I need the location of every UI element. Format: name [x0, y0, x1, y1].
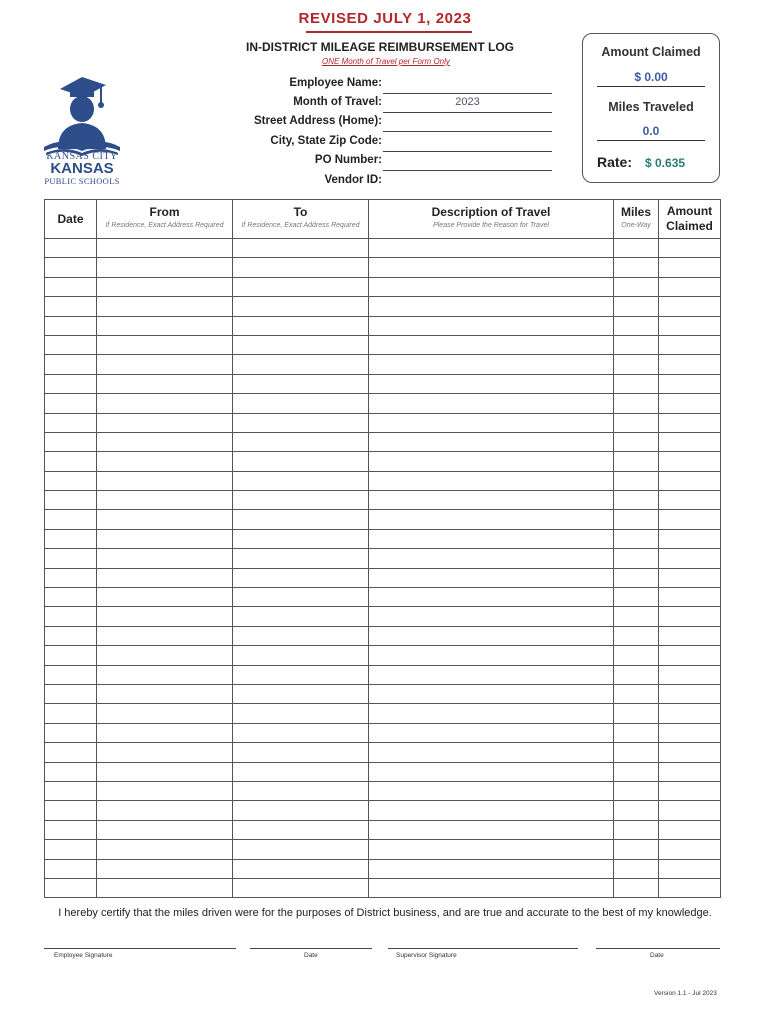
description-cell[interactable] — [369, 723, 614, 742]
date-cell[interactable] — [45, 801, 97, 820]
table-row — [45, 374, 721, 393]
from-cell[interactable] — [97, 859, 233, 878]
date-cell[interactable] — [45, 626, 97, 645]
from-cell[interactable] — [97, 258, 233, 277]
table-row — [45, 781, 721, 800]
amount-cell — [659, 588, 721, 607]
table-row — [45, 316, 721, 335]
table-header-row — [45, 200, 721, 239]
amount-cell — [659, 762, 721, 781]
description-cell[interactable] — [369, 491, 614, 510]
column-from-label: From — [149, 205, 180, 219]
date-cell[interactable] — [45, 529, 97, 548]
to-cell[interactable] — [233, 297, 369, 316]
logo-text-schools: PUBLIC SCHOOLS — [44, 176, 120, 186]
to-cell[interactable] — [233, 646, 369, 665]
table-body — [45, 239, 721, 898]
to-cell[interactable] — [233, 316, 369, 335]
date-cell[interactable] — [45, 704, 97, 723]
description-cell[interactable] — [369, 704, 614, 723]
miles-cell[interactable] — [614, 413, 659, 432]
column-from-hint: If Residence, Exact Address Required — [105, 222, 224, 229]
table-row — [45, 549, 721, 568]
from-cell[interactable] — [97, 432, 233, 451]
description-cell[interactable] — [369, 413, 614, 432]
date-cell[interactable] — [45, 510, 97, 529]
city-state-zip-underline — [383, 151, 552, 152]
from-cell[interactable] — [97, 529, 233, 548]
from-cell[interactable] — [97, 239, 233, 258]
amount-cell — [659, 626, 721, 645]
logo-text-kansas: KANSAS — [50, 160, 114, 177]
from-cell[interactable] — [97, 626, 233, 645]
to-cell[interactable] — [233, 394, 369, 413]
to-cell[interactable] — [233, 277, 369, 296]
from-cell[interactable] — [97, 801, 233, 820]
date-cell[interactable] — [45, 568, 97, 587]
miles-cell[interactable] — [614, 743, 659, 762]
miles-cell[interactable] — [614, 258, 659, 277]
from-cell[interactable] — [97, 316, 233, 335]
miles-traveled-underline — [597, 140, 705, 141]
revised-underline — [306, 31, 472, 33]
table-row — [45, 510, 721, 529]
description-cell[interactable] — [369, 840, 614, 859]
from-cell[interactable] — [97, 840, 233, 859]
description-cell[interactable] — [369, 335, 614, 354]
rate-value: $ 0.635 — [645, 156, 686, 170]
miles-cell[interactable] — [614, 355, 659, 374]
description-cell[interactable] — [369, 743, 614, 762]
amount-cell — [659, 471, 721, 490]
to-cell[interactable] — [233, 510, 369, 529]
to-cell[interactable] — [233, 820, 369, 839]
description-cell[interactable] — [369, 374, 614, 393]
date-cell[interactable] — [45, 665, 97, 684]
date-cell[interactable] — [45, 277, 97, 296]
miles-cell[interactable] — [614, 335, 659, 354]
amount-claimed-underline — [597, 86, 705, 87]
miles-cell[interactable] — [614, 529, 659, 548]
date-cell[interactable] — [45, 840, 97, 859]
amount-cell — [659, 394, 721, 413]
employee-signature-label: Employee Signature — [54, 952, 113, 959]
miles-traveled-total: 0.0 — [642, 124, 660, 138]
date-cell[interactable] — [45, 316, 97, 335]
miles-cell[interactable] — [614, 588, 659, 607]
table-row — [45, 801, 721, 820]
table-row — [45, 394, 721, 413]
description-cell[interactable] — [369, 432, 614, 451]
miles-cell[interactable] — [614, 704, 659, 723]
po-number-label: PO Number: — [314, 154, 382, 166]
from-cell[interactable] — [97, 665, 233, 684]
from-cell[interactable] — [97, 646, 233, 665]
miles-cell[interactable] — [614, 607, 659, 626]
description-cell[interactable] — [369, 801, 614, 820]
description-cell[interactable] — [369, 859, 614, 878]
to-cell[interactable] — [233, 859, 369, 878]
column-header-miles — [614, 200, 659, 239]
column-description-label: Description of Travel — [431, 205, 551, 219]
miles-cell[interactable] — [614, 374, 659, 393]
from-cell[interactable] — [97, 781, 233, 800]
from-cell[interactable] — [97, 762, 233, 781]
amount-cell — [659, 258, 721, 277]
miles-cell[interactable] — [614, 297, 659, 316]
column-miles-label: Miles — [620, 205, 651, 219]
to-cell[interactable] — [233, 704, 369, 723]
date-cell[interactable] — [45, 684, 97, 703]
miles-cell[interactable] — [614, 684, 659, 703]
date-cell[interactable] — [45, 335, 97, 354]
miles-cell[interactable] — [614, 510, 659, 529]
description-cell[interactable] — [369, 549, 614, 568]
miles-cell[interactable] — [614, 277, 659, 296]
description-cell[interactable] — [369, 762, 614, 781]
description-cell[interactable] — [369, 471, 614, 490]
column-description-hint: Please Provide the Reason for Travel — [433, 222, 549, 229]
date-cell[interactable] — [45, 878, 97, 897]
month-of-travel-label: Month of Travel: — [293, 96, 382, 108]
version-label: Version 1.1 - Jul 2023 — [654, 990, 717, 997]
table-row — [45, 762, 721, 781]
date-cell[interactable] — [45, 239, 97, 258]
amount-cell — [659, 316, 721, 335]
from-cell[interactable] — [97, 413, 233, 432]
to-cell[interactable] — [233, 374, 369, 393]
employee-name-underline — [383, 93, 552, 94]
table-row — [45, 413, 721, 432]
description-cell[interactable] — [369, 646, 614, 665]
date-cell[interactable] — [45, 491, 97, 510]
description-cell[interactable] — [369, 781, 614, 800]
description-cell[interactable] — [369, 665, 614, 684]
date-cell[interactable] — [45, 762, 97, 781]
amount-cell — [659, 549, 721, 568]
table-row — [45, 588, 721, 607]
date-cell[interactable] — [45, 743, 97, 762]
street-address-underline — [383, 131, 552, 132]
miles-cell[interactable] — [614, 568, 659, 587]
column-header-from — [97, 200, 233, 239]
from-cell[interactable] — [97, 549, 233, 568]
to-cell[interactable] — [233, 471, 369, 490]
miles-cell[interactable] — [614, 316, 659, 335]
date-cell[interactable] — [45, 646, 97, 665]
to-cell[interactable] — [233, 529, 369, 548]
description-cell[interactable] — [369, 355, 614, 374]
miles-cell[interactable] — [614, 471, 659, 490]
po-number-underline — [383, 170, 552, 171]
miles-cell[interactable] — [614, 452, 659, 471]
from-cell[interactable] — [97, 723, 233, 742]
supervisor-date-label: Date — [650, 952, 664, 959]
miles-cell[interactable] — [614, 626, 659, 645]
form-title: IN-DISTRICT MILEAGE REIMBURSEMENT LOG — [246, 40, 514, 54]
description-cell[interactable] — [369, 878, 614, 897]
supervisor-signature-line[interactable] — [388, 948, 578, 949]
date-cell[interactable] — [45, 549, 97, 568]
amount-cell — [659, 452, 721, 471]
table-row — [45, 568, 721, 587]
miles-cell[interactable] — [614, 646, 659, 665]
from-cell[interactable] — [97, 394, 233, 413]
amount-cell — [659, 335, 721, 354]
column-header-date — [45, 200, 97, 239]
description-cell[interactable] — [369, 394, 614, 413]
street-address-label: Street Address (Home): — [253, 115, 382, 127]
amount-cell — [659, 723, 721, 742]
amount-cell — [659, 297, 721, 316]
from-cell[interactable] — [97, 355, 233, 374]
miles-traveled-heading: Miles Traveled — [608, 100, 694, 114]
month-of-travel-field[interactable]: 2023 — [455, 96, 480, 108]
date-cell[interactable] — [45, 820, 97, 839]
date-cell[interactable] — [45, 394, 97, 413]
table-row — [45, 840, 721, 859]
miles-cell[interactable] — [614, 665, 659, 684]
table-row — [45, 743, 721, 762]
to-cell[interactable] — [233, 878, 369, 897]
from-cell[interactable] — [97, 684, 233, 703]
to-cell[interactable] — [233, 335, 369, 354]
column-date-label: Date — [57, 212, 84, 226]
employee-signature-line[interactable] — [44, 948, 236, 949]
month-of-travel-underline — [383, 112, 552, 113]
date-cell[interactable] — [45, 297, 97, 316]
amount-cell — [659, 801, 721, 820]
from-cell[interactable] — [97, 588, 233, 607]
miles-cell[interactable] — [614, 840, 659, 859]
amount-cell — [659, 840, 721, 859]
miles-cell[interactable] — [614, 239, 659, 258]
to-cell[interactable] — [233, 840, 369, 859]
table-row — [45, 607, 721, 626]
to-cell[interactable] — [233, 723, 369, 742]
amount-cell — [659, 646, 721, 665]
date-cell[interactable] — [45, 723, 97, 742]
amount-cell — [659, 607, 721, 626]
from-cell[interactable] — [97, 297, 233, 316]
employee-name-label: Employee Name: — [289, 77, 382, 89]
amount-cell — [659, 277, 721, 296]
amount-cell — [659, 859, 721, 878]
to-cell[interactable] — [233, 568, 369, 587]
table-row — [45, 704, 721, 723]
form-subtitle: ONE Month of Travel per Form Only — [322, 57, 450, 66]
to-cell[interactable] — [233, 607, 369, 626]
to-cell[interactable] — [233, 258, 369, 277]
from-cell[interactable] — [97, 820, 233, 839]
description-cell[interactable] — [369, 820, 614, 839]
table-row — [45, 684, 721, 703]
description-cell[interactable] — [369, 452, 614, 471]
from-cell[interactable] — [97, 335, 233, 354]
table-row — [45, 239, 721, 258]
mileage-log-table — [44, 199, 721, 898]
amount-claimed-total: $ 0.00 — [634, 70, 668, 84]
amount-cell — [659, 665, 721, 684]
table-row — [45, 878, 721, 897]
column-header-description — [369, 200, 614, 239]
amount-cell — [659, 743, 721, 762]
description-cell[interactable] — [369, 626, 614, 645]
date-cell[interactable] — [45, 781, 97, 800]
to-cell[interactable] — [233, 801, 369, 820]
miles-cell[interactable] — [614, 781, 659, 800]
summary-box — [582, 33, 720, 183]
date-cell[interactable] — [45, 413, 97, 432]
from-cell[interactable] — [97, 568, 233, 587]
amount-cell — [659, 355, 721, 374]
amount-cell — [659, 568, 721, 587]
amount-cell — [659, 413, 721, 432]
amount-cell — [659, 684, 721, 703]
table-row — [45, 859, 721, 878]
description-cell[interactable] — [369, 588, 614, 607]
from-cell[interactable] — [97, 471, 233, 490]
to-cell[interactable] — [233, 239, 369, 258]
supervisor-signature-label: Supervisor Signature — [396, 952, 457, 959]
employee-date-line[interactable] — [250, 948, 372, 949]
date-cell[interactable] — [45, 607, 97, 626]
table-row — [45, 277, 721, 296]
table-row — [45, 626, 721, 645]
description-cell[interactable] — [369, 568, 614, 587]
date-cell[interactable] — [45, 432, 97, 451]
logo-text-city: KANSAS CITY — [46, 151, 118, 162]
description-cell[interactable] — [369, 607, 614, 626]
employee-date-label: Date — [304, 952, 318, 959]
rate-label: Rate: — [597, 154, 633, 170]
to-cell[interactable] — [233, 355, 369, 374]
from-cell[interactable] — [97, 878, 233, 897]
miles-cell[interactable] — [614, 878, 659, 897]
to-cell[interactable] — [233, 452, 369, 471]
description-cell[interactable] — [369, 316, 614, 335]
to-cell[interactable] — [233, 549, 369, 568]
vendor-id-label: Vendor ID: — [324, 174, 382, 186]
description-cell[interactable] — [369, 239, 614, 258]
table-row — [45, 491, 721, 510]
to-cell[interactable] — [233, 743, 369, 762]
table-row — [45, 452, 721, 471]
column-header-to — [233, 200, 369, 239]
from-cell[interactable] — [97, 374, 233, 393]
miles-cell[interactable] — [614, 801, 659, 820]
table-row — [45, 723, 721, 742]
date-cell[interactable] — [45, 588, 97, 607]
amount-cell — [659, 432, 721, 451]
from-cell[interactable] — [97, 277, 233, 296]
description-cell[interactable] — [369, 684, 614, 703]
city-state-zip-label: City, State Zip Code: — [270, 135, 382, 147]
to-cell[interactable] — [233, 781, 369, 800]
date-cell[interactable] — [45, 452, 97, 471]
miles-cell[interactable] — [614, 491, 659, 510]
amount-cell — [659, 781, 721, 800]
to-cell[interactable] — [233, 588, 369, 607]
table-row — [45, 665, 721, 684]
date-cell[interactable] — [45, 374, 97, 393]
certification-statement: I hereby certify that the miles driven were for the purposes of District business, and are true and accurate to the best of my knowledge. — [58, 907, 712, 919]
amount-cell — [659, 529, 721, 548]
to-cell[interactable] — [233, 626, 369, 645]
date-cell[interactable] — [45, 258, 97, 277]
description-cell[interactable] — [369, 297, 614, 316]
miles-cell[interactable] — [614, 820, 659, 839]
column-header-amount — [659, 200, 721, 239]
from-cell[interactable] — [97, 743, 233, 762]
amount-cell — [659, 239, 721, 258]
table-row — [45, 258, 721, 277]
from-cell[interactable] — [97, 452, 233, 471]
table-row — [45, 297, 721, 316]
miles-cell[interactable] — [614, 723, 659, 742]
table-row — [45, 820, 721, 839]
column-miles-hint: One-Way — [621, 222, 651, 229]
amount-claimed-heading: Amount Claimed — [601, 45, 701, 59]
amount-cell — [659, 820, 721, 839]
miles-cell[interactable] — [614, 394, 659, 413]
amount-cell — [659, 491, 721, 510]
from-cell[interactable] — [97, 607, 233, 626]
miles-cell[interactable] — [614, 859, 659, 878]
miles-cell[interactable] — [614, 549, 659, 568]
date-cell[interactable] — [45, 355, 97, 374]
miles-cell[interactable] — [614, 762, 659, 781]
table-row — [45, 529, 721, 548]
table-row — [45, 335, 721, 354]
date-cell[interactable] — [45, 471, 97, 490]
to-cell[interactable] — [233, 762, 369, 781]
miles-cell[interactable] — [614, 432, 659, 451]
amount-cell — [659, 878, 721, 897]
table-row — [45, 471, 721, 490]
to-cell[interactable] — [233, 491, 369, 510]
description-cell[interactable] — [369, 277, 614, 296]
revised-date-heading: REVISED JULY 1, 2023 — [298, 10, 472, 27]
to-cell[interactable] — [233, 413, 369, 432]
table-row — [45, 432, 721, 451]
description-cell[interactable] — [369, 529, 614, 548]
description-cell[interactable] — [369, 510, 614, 529]
column-to-label: To — [293, 205, 308, 219]
to-cell[interactable] — [233, 432, 369, 451]
to-cell[interactable] — [233, 684, 369, 703]
table-row — [45, 355, 721, 374]
date-cell[interactable] — [45, 859, 97, 878]
description-cell[interactable] — [369, 258, 614, 277]
amount-cell — [659, 704, 721, 723]
table-row — [45, 646, 721, 665]
from-cell[interactable] — [97, 704, 233, 723]
amount-cell — [659, 374, 721, 393]
column-amount-label: Amount Claimed — [666, 204, 713, 233]
supervisor-date-line[interactable] — [596, 948, 720, 949]
to-cell[interactable] — [233, 665, 369, 684]
column-to-hint: If Residence, Exact Address Required — [241, 222, 360, 229]
from-cell[interactable] — [97, 491, 233, 510]
amount-cell — [659, 510, 721, 529]
from-cell[interactable] — [97, 510, 233, 529]
